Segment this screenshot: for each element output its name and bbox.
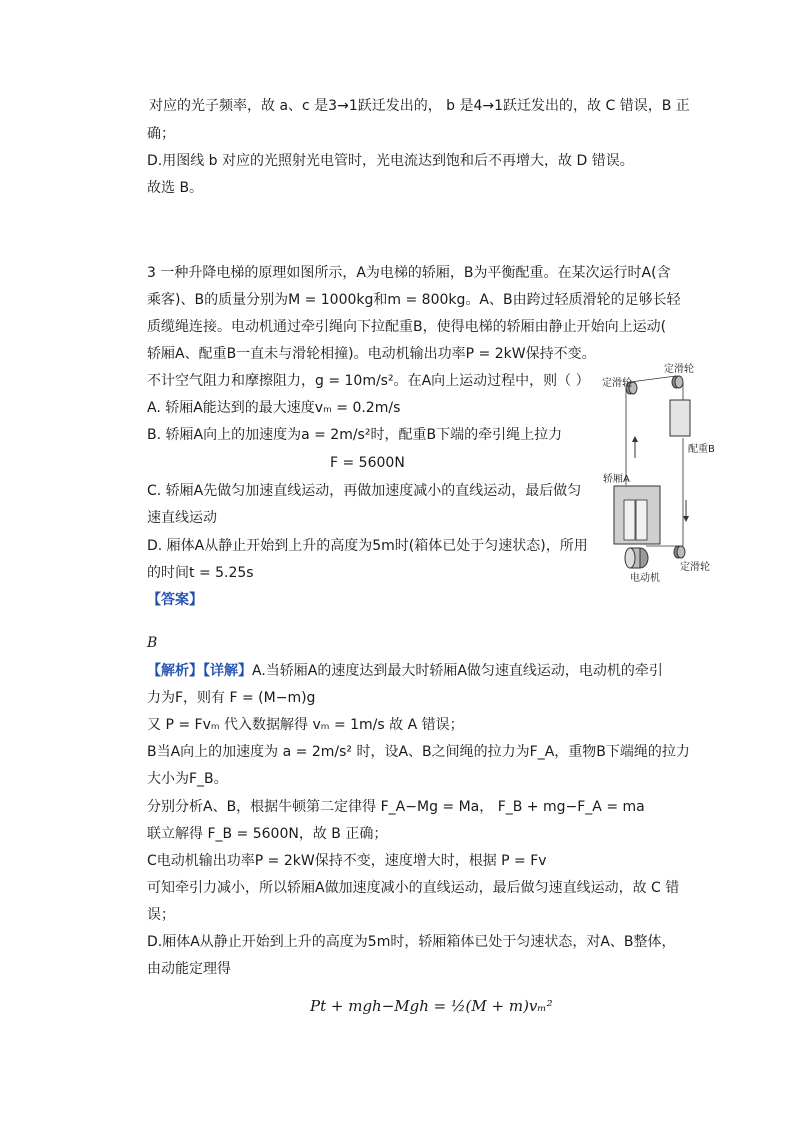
counterweight-box [670,400,690,436]
elevator-car [614,486,660,544]
label-top-right-pulley: 定滑轮 [664,364,694,375]
prev-solution-line-1: 对应的光子频率，故 a、c 是3→1跃迁发出的， b 是4→1跃迁发出的，故 C 错误，B 正 [149,98,690,114]
up-arrow [632,436,638,458]
option-d-line-2: 的时间t = 5.25s [147,565,254,581]
question-line-1: 3 一种升降电梯的原理如图所示，A为电梯的轿厢，B为平衡配重。在某次运行时A(含 [147,265,671,281]
motor-icon [625,548,648,568]
question-line-3: 质缆绳连接。电动机通过牵引绳向下拉配重B，使得电梯的轿厢由静止开始向上运动( [147,319,667,335]
analysis-line-7: 联立解得 F_B = 5600N，故 B 正确； [147,826,388,842]
option-b-line-2: F = 5600N [330,455,405,471]
analysis-line-12: 由动能定理得 [147,961,231,977]
prev-solution-line-2: 确； [147,126,175,142]
top-right-pulley [672,376,683,388]
analysis-line-5: 大小为F_B。 [147,771,228,787]
prev-solution-line-4: 故选 B。 [147,180,204,196]
question-line-2: 乘客)、B的质量分别为M = 1000kg和m = 800kg。A、B由跨过轻质滑轮的足够长轻 [147,292,681,308]
answer-tag: 【答案】 [147,592,203,608]
option-c-line-2: 速直线运动 [147,510,217,526]
option-a: A. 轿厢A能达到的最大速度vₘ = 0.2m/s [147,400,401,416]
question-line-5: 不计空气阻力和摩擦阻力，g = 10m/s²。在A向上运动过程中，则（ ） [147,373,590,389]
analysis-line-11: D.厢体A从静止开始到上升的高度为5m时，轿厢箱体已处于匀速状态，对A、B整体， [147,934,676,950]
analysis-line-3: 又 P = Fvₘ 代入数据解得 vₘ = 1m/s 故 A 错误； [147,717,464,733]
answer-value: B [147,635,158,651]
down-arrow [683,500,689,522]
analysis-line-1-text: A.当轿厢A的速度达到最大时轿厢A做匀速直线运动，电动机的牵引 [252,663,663,679]
analysis-line-8: C电动机输出功率P = 2kW保持不变，速度增大时，根据 P = Fv [147,853,547,869]
option-c-line-1: C. 轿厢A先做匀加速直线运动，再做加速度减小的直线运动，最后做匀 [147,483,582,499]
analysis-line-1 [147,661,663,681]
bottom-pulley [674,546,685,558]
analysis-line-4: B当A向上的加速度为 a = 2m/s² 时，设A、B之间绳的拉力为F_A，重物B下端绳的拉力 [147,744,690,760]
energy-equation: Pt + mgh−Mgh = ½(M + m)vₘ² [310,997,553,1015]
label-counterweight: 配重B [688,444,715,455]
label-bottom-pulley: 定滑轮 [680,562,710,573]
label-car: 轿厢A [603,474,630,485]
question-line-4: 轿厢A、配重B一直未与滑轮相撞)。电动机输出功率P = 2kW保持不变。 [147,346,596,362]
analysis-line-9: 可知牵引力减小，所以轿厢A做加速度减小的直线运动，最后做匀速直线运动，故 C 错 [147,880,680,896]
elevator-diagram [600,360,725,590]
analysis-line-2: 力为F，则有 F = (M−m)g [147,690,316,706]
option-b-line-1: B. 轿厢A向上的加速度为a = 2m/s²时，配重B下端的牵引绳上拉力 [147,427,563,443]
label-top-left-pulley: 定滑轮 [602,378,632,389]
option-d-line-1: D. 厢体A从静止开始到上升的高度为5m时(箱体已处于匀速状态)，所用 [147,538,588,554]
prev-solution-line-3: D.用图线 b 对应的光照射光电管时，光电流达到饱和后不再增大，故 D 错误。 [147,153,634,169]
label-motor: 电动机 [630,573,660,584]
analysis-line-10: 误； [147,907,175,923]
analysis-line-6: 分别分析A、B，根据牛顿第二定律得 F_A−Mg = Ma， F_B + mg−F_A = ma [147,799,645,815]
analysis-tag: 【解析】【详解】 [147,663,252,679]
